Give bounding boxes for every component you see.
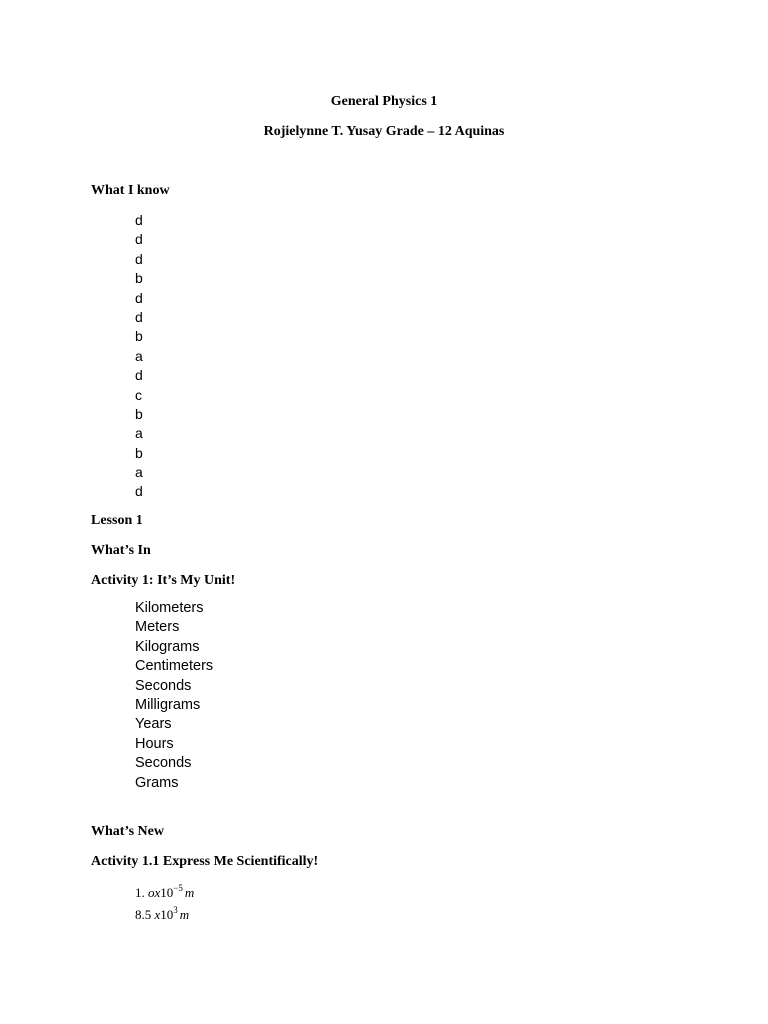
item-answer: b [135,328,143,345]
document-title: General Physics 1 [330,94,438,109]
item-answer: a [135,347,143,364]
scientific-notation-expression [135,905,189,923]
whats-new-heading: What’s New [91,824,164,839]
item-answer: Meters [135,619,180,636]
item-answer: Kilograms [135,638,200,655]
variable: ox [148,885,161,900]
exponent: −5 [173,883,183,893]
coefficient: 1. [135,885,148,900]
item-answer: b [135,270,143,287]
item-answer: c [135,386,142,403]
item-answer: b [135,444,143,461]
coefficient: 8.5 [135,907,155,922]
what-i-know-heading: What I know [91,183,170,198]
item-answer: Seconds [135,755,192,772]
item-answer: a [135,464,143,481]
exponent: 3 [173,905,178,915]
item-answer: a [135,425,143,442]
base-ten: 10 [160,907,174,922]
item-answer: d [135,308,143,325]
item-answer: d [135,483,143,500]
unit: m [184,885,195,900]
whats-in-heading: What’s In [91,543,151,558]
item-answer: Milligrams [135,696,201,713]
item-answer: b [135,405,143,422]
item-answer: d [135,231,143,248]
item-answer: d [135,250,143,267]
lesson-heading: Lesson 1 [91,513,143,528]
item-answer: Grams [135,774,179,791]
item-answer: d [135,289,143,306]
item-answer: Hours [135,735,174,752]
unit: m [179,907,190,922]
activity-1-1-heading: Activity 1.1 Express Me Scientifically! [91,854,319,869]
item-answer: Kilometers [135,600,204,616]
base-ten: 10 [160,885,174,900]
item-answer: Centimeters [135,658,214,675]
activity-1-heading: Activity 1: It’s My Unit! [91,573,236,588]
item-answer: d [135,212,143,228]
item-answer: Years [135,716,172,733]
item-answer: d [135,367,143,384]
student-name-grade: Rojielynne T. Yusay Grade – 12 Aquinas [263,124,505,139]
variable: x [154,907,161,922]
scientific-notation-expression [135,883,194,901]
item-answer: Seconds [135,677,192,694]
